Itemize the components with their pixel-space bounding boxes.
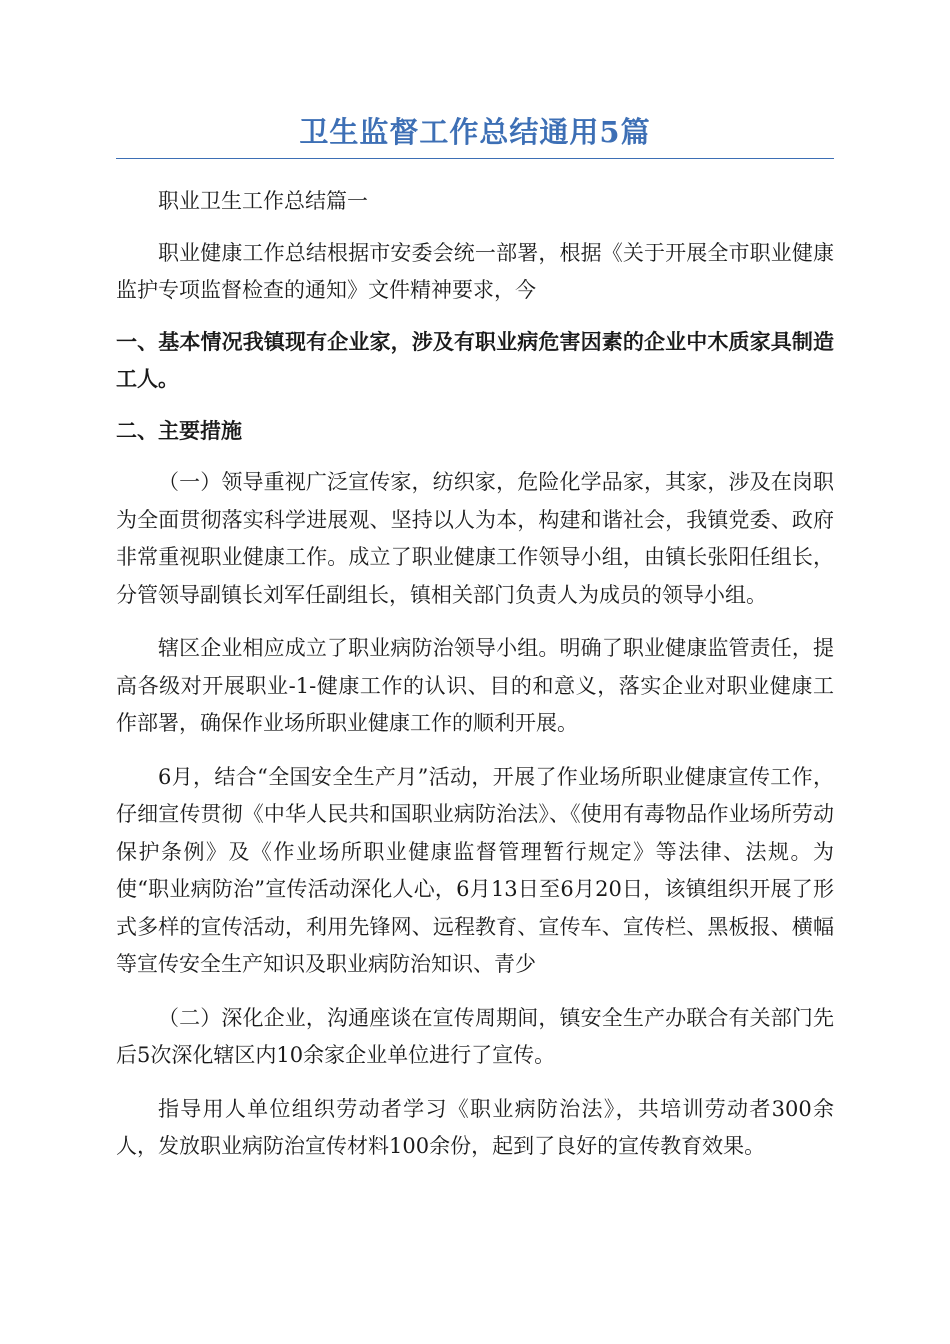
spacer — [116, 399, 834, 413]
spacer — [116, 310, 834, 324]
intro-paragraph: 职业健康工作总结根据市安委会统一部署，根据《关于开展全市职业健康监护专项监督检查的通知》文件精神要求，今 — [116, 240, 834, 302]
spacer — [116, 221, 834, 235]
body-paragraph: （一）领导重视广泛宣传家，纺织家，危险化学品家，其家，涉及在岗职为全面贯彻落实科学进展观、坚持以人为本，构建和谐社会，我镇党委、政府非常重视职业健康工作。成立了职业健康工作领导小组，由镇长张阳任组长，分管领导副镇长刘军任副组长，镇相关部门负责人为成员的领导小组。 — [116, 470, 834, 607]
spacer — [116, 614, 834, 630]
spacer — [116, 450, 834, 464]
section-heading-basic-situation: 一、基本情况我镇现有企业家，涉及有职业病危害因素的企业中木质家具制造工人。 — [116, 329, 834, 391]
spacer — [116, 159, 834, 183]
spacer — [116, 984, 834, 1000]
section-heading-main-measures: 二、主要措施 — [116, 418, 242, 443]
body-paragraph: 指导用人单位组织劳动者学习《职业病防治法》，共培训劳动者300余人，发放职业病防治宣传材料100余份，起到了良好的宣传教育效果。 — [116, 1096, 834, 1158]
document-title: 卫生监督工作总结通用5篇 — [116, 110, 834, 159]
document-page — [116, 110, 834, 1166]
body-paragraph: （二）深化企业，沟通座谈在宣传周期间，镇安全生产办联合有关部门先后5次深化辖区内10余家企业单位进行了宣传。 — [116, 1005, 834, 1067]
spacer — [116, 1075, 834, 1091]
document-subtitle: 职业卫生工作总结篇一 — [158, 189, 368, 213]
spacer — [116, 743, 834, 759]
body-paragraph: 辖区企业相应成立了职业病防治领导小组。明确了职业健康监管责任，提高各级对开展职业-1-健康工作的认识、目的和意义，落实企业对职业健康工作部署，确保作业场所职业健康工作的顺利开展。 — [116, 636, 834, 735]
body-paragraph: 6月，结合“全国安全生产月”活动，开展了作业场所职业健康宣传工作，仔细宣传贯彻《中华人民共和国职业病防治法》、《使用有毒物品作业场所劳动保护条例》及《作业场所职业健康监督管理暂行规定》等法律、法规。为使“职业病防治”宣传活动深化人心，6月13日至6月20日，该镇组织开展了形式多样的宣传活动，利用先锋网、远程教育、宣传车、宣传栏、黑板报、横幅等宣传安全生产知识及职业病防治知识、青少 — [116, 764, 834, 976]
